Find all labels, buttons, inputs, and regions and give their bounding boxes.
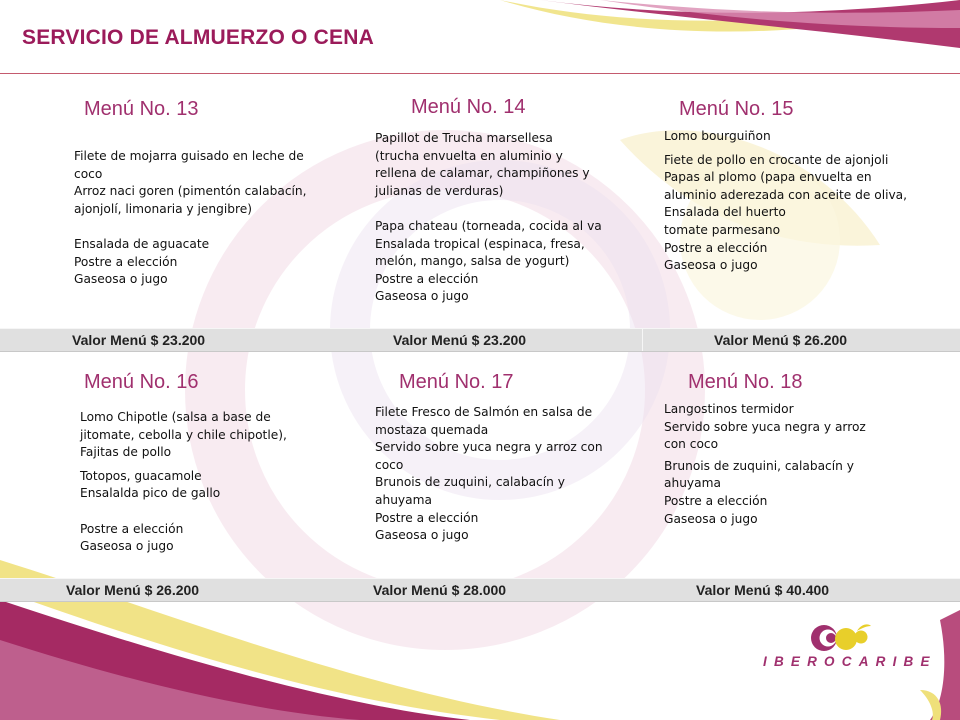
menu-item: Papa chateau (torneada, cocida al va (375, 218, 602, 233)
menu-item: Gaseosa o jugo (74, 272, 168, 287)
menu-item: ahuyama (375, 492, 432, 507)
menu-item: Lomo Chipotle (salsa a base de (80, 410, 271, 424)
menu-item: Filete Fresco de Salmón en salsa de (375, 405, 593, 419)
menu-15-price: Valor Menú $ 26.200 (714, 332, 848, 348)
menu-18-price: Valor Menú $ 40.400 (696, 582, 830, 598)
brand-name: IBEROCARIBE (763, 654, 937, 669)
right-swoosh-yellow (920, 690, 941, 720)
price-band-row-2 (0, 578, 960, 602)
band-divider (642, 329, 643, 351)
menu-14-heading: Menú No. 14 (411, 96, 526, 118)
menu-17-heading: Menú No. 17 (399, 371, 514, 393)
menu-item: coco (74, 166, 103, 181)
menu-item: julianas de verduras) (375, 183, 504, 198)
menu-item: Servido sobre yuca negra y arroz (664, 419, 866, 434)
price-band-row-1 (0, 328, 960, 352)
menu-item: Postre a elección (375, 510, 479, 525)
menu-item: Postre a elección (74, 254, 178, 269)
menu-14-items (375, 130, 602, 306)
menu-13-heading: Menú No. 13 (84, 98, 199, 120)
menu-item: tomate parmesano (664, 222, 781, 237)
menu-item: Gaseosa o jugo (375, 289, 469, 304)
menu-item: Ensalalda pico de gallo (80, 486, 221, 501)
menu-item: con coco (664, 437, 719, 452)
page-title: SERVICIO DE ALMUERZO O CENA (22, 26, 374, 49)
menu-17-items (375, 404, 603, 545)
menu-item: Ensalada tropical (espinaca, fresa, (375, 236, 585, 251)
menu-item: Totopos, guacamole (80, 468, 202, 483)
menu-item: ahuyama (664, 476, 721, 491)
menu-item: Gaseosa o jugo (80, 539, 174, 554)
menu-item: Gaseosa o jugo (375, 528, 469, 543)
menu-item: jitomate, cebolla y chile chipotle), (80, 427, 287, 442)
menu-item: (trucha envuelta en aluminio y (375, 148, 563, 163)
menu-18-heading: Menú No. 18 (688, 371, 803, 393)
logo-mark-icon (758, 620, 918, 654)
menu-item: Arroz naci goren (pimentón calabacín, (74, 184, 307, 199)
menu-16-heading: Menú No. 16 (84, 371, 199, 393)
menu-item: Brunois de zuquini, calabacín y (664, 458, 854, 473)
menu-item: coco (375, 457, 404, 472)
iberocaribe-logo (758, 620, 937, 676)
menu-item: Postre a elección (375, 271, 479, 286)
menu-item: Gaseosa o jugo (664, 258, 758, 273)
menu-item-spacer (80, 503, 287, 521)
menu-item: melón, mango, salsa de yogurt) (375, 254, 570, 269)
menu-14-price: Valor Menú $ 23.200 (393, 332, 527, 348)
menu-item: Postre a elección (664, 240, 768, 255)
menu-13-price: Valor Menú $ 23.200 (72, 332, 206, 348)
menu-item: Papillot de Trucha marsellesa (375, 131, 553, 145)
menu-15-items (664, 128, 907, 275)
menu-item: Ensalada del huerto (664, 205, 786, 220)
menu-item: Servido sobre yuca negra y arroz con (375, 440, 603, 455)
menu-item: Fiete de pollo en crocante de ajonjoli (664, 152, 889, 167)
menu-item: ajonjolí, limonaria y jengibre) (74, 201, 252, 216)
menu-item: Postre a elección (664, 493, 768, 508)
menu-item: Langostinos termidor (664, 402, 794, 416)
menu-16-items (80, 409, 287, 556)
menu-item-spacer (375, 200, 602, 218)
menu-17-price: Valor Menú $ 28.000 (373, 582, 507, 598)
menu-item: Fajitas de pollo (80, 445, 172, 460)
menu-16-price: Valor Menú $ 26.200 (66, 582, 200, 598)
menu-item: Brunois de zuquini, calabacín y (375, 475, 565, 490)
menu-item: Postre a elección (80, 521, 184, 536)
menu-item: Gaseosa o jugo (664, 511, 758, 526)
menu-item: mostaza quemada (375, 422, 489, 437)
menu-item: Ensalada de aguacate (74, 236, 210, 251)
menu-item-spacer (74, 218, 307, 236)
title-divider (0, 73, 960, 74)
menu-item: rellena de calamar, champiñones y (375, 166, 590, 181)
menu-item: Papas al plomo (papa envuelta en (664, 170, 872, 185)
menu-item: Filete de mojarra guisado en leche de (74, 149, 304, 163)
menu-15-heading: Menú No. 15 (679, 98, 794, 120)
menu-item: aluminio aderezada con aceite de oliva, (664, 187, 908, 202)
menu-18-items (664, 401, 866, 528)
menu-13-items (74, 148, 307, 289)
menu-item: Lomo bourguiñon (664, 129, 771, 143)
